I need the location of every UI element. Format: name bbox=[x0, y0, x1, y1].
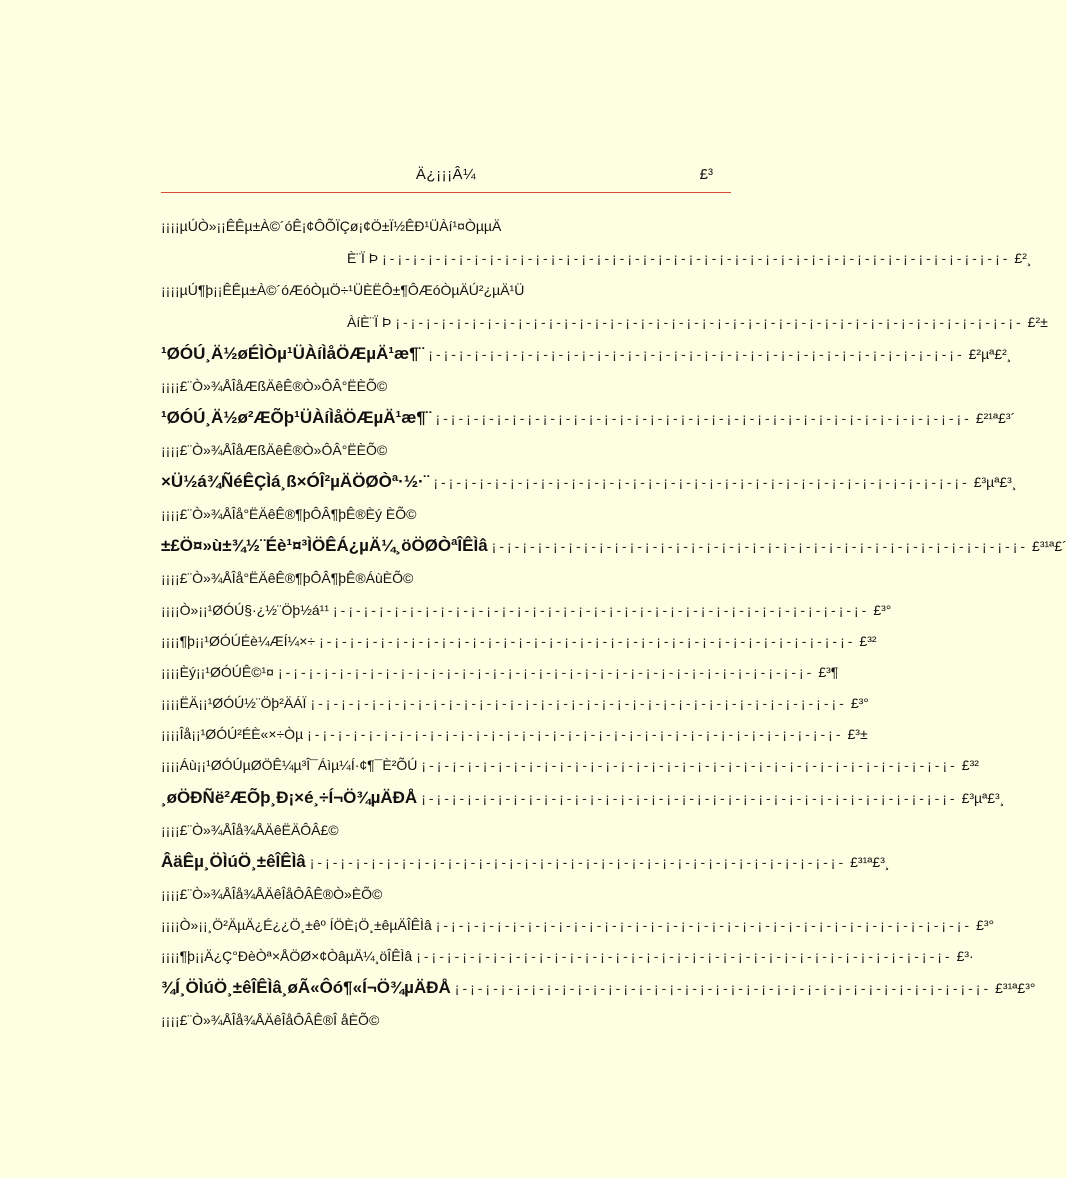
toc-entry bbox=[161, 408, 1016, 428]
page-header bbox=[161, 162, 731, 193]
toc-entry-page: £²µª£²¸ bbox=[968, 346, 1012, 362]
header-page-number: £³ bbox=[699, 166, 713, 183]
toc-entry-text: ±£Ö¤»ù±¾½¨Éè¹¤³ÌÖÊÁ¿µÄ¼¸öÖØÒªÎÊÌâ bbox=[161, 536, 488, 555]
toc-entry-page: £³° bbox=[873, 602, 892, 618]
toc-entry-page: £³¶ bbox=[818, 664, 839, 680]
toc-entry-page: £³µª£³¸ bbox=[961, 790, 1005, 806]
toc-leader: ¡-¡-¡-¡-¡-¡-¡-¡-¡-¡-¡-¡-¡-¡-¡-¡-¡-¡-¡-¡-¡-¡-¡-¡-¡-¡-¡-¡-¡-¡-¡-¡-¡-¡-¡- bbox=[435, 410, 972, 426]
toc-entry bbox=[161, 472, 1017, 492]
toc-entry bbox=[161, 344, 1012, 364]
toc-leader: ¡-¡-¡-¡-¡-¡-¡-¡-¡-¡-¡-¡-¡-¡-¡-¡-¡-¡-¡-¡-¡-¡-¡-¡-¡-¡-¡-¡-¡-¡-¡-¡-¡-¡-¡- bbox=[421, 757, 958, 773]
toc-entry-text: ¸øÖÐÑë²ÆÕþ¸Ð¡×é¸÷Í¬Ö¾µÄÐÅ bbox=[161, 788, 418, 807]
toc-entry-text: ¹ØÓÚ¸Ä½øÉÌÒµ¹ÜÀíÌåÖÆµÄ¹æ¶¨ bbox=[161, 344, 425, 363]
toc-entry-text: È¨Ï Þ bbox=[347, 250, 379, 266]
toc-entry-text: ¹ØÓÚ¸Ä½ø²ÆÕþ¹ÜÀíÌåÖÆµÄ¹æ¶¨ bbox=[161, 408, 432, 427]
toc-entry bbox=[161, 378, 738, 394]
toc-entry bbox=[161, 788, 1005, 808]
toc-entry bbox=[161, 978, 1036, 998]
toc-entry-page: £³¹ª£³¸ bbox=[850, 854, 890, 870]
toc-entry-text: ¡¡¡¡Îå¡¡¹ØÓÚ²ÉÈ«×÷Òµ bbox=[161, 726, 304, 742]
toc-entry bbox=[161, 948, 974, 964]
toc-entry bbox=[161, 917, 995, 933]
toc-entry bbox=[161, 822, 738, 838]
toc-leader: ¡-¡-¡-¡-¡-¡-¡-¡-¡-¡-¡-¡-¡-¡-¡-¡-¡-¡-¡-¡-¡-¡-¡-¡-¡-¡-¡-¡-¡-¡-¡-¡-¡-¡-¡- bbox=[309, 854, 847, 870]
toc-entry bbox=[161, 218, 738, 234]
toc-entry-text: ¡¡¡¡£¨Ò»¾ÅÎå¾ÅÄêËÄÔÂ£© bbox=[161, 822, 339, 838]
toc-entry-page: £³± bbox=[847, 726, 868, 742]
toc-entry-page: £³² bbox=[859, 633, 877, 649]
toc-entry-text: ¡¡¡¡£¨Ò»¾ÅÎå¾ÅÄêÎåÔÂÊ®Ò»ÈÕ© bbox=[161, 886, 383, 902]
toc-leader: ¡-¡-¡-¡-¡-¡-¡-¡-¡-¡-¡-¡-¡-¡-¡-¡-¡-¡-¡-¡-¡-¡-¡-¡-¡-¡-¡-¡-¡-¡-¡-¡-¡-¡-¡- bbox=[433, 474, 970, 490]
toc-entry bbox=[161, 852, 890, 872]
toc-entry-text: ¡¡¡¡Ò»¡¡¸Ö²ÄµÄ¿É¿¿Ö¸±êº ÍÖÈ¡Ö¸±êµÄÎÊÌâ bbox=[161, 917, 432, 933]
toc-entry bbox=[161, 886, 738, 902]
toc-entry bbox=[161, 570, 738, 586]
toc-leader: ¡-¡-¡-¡-¡-¡-¡-¡-¡-¡-¡-¡-¡-¡-¡-¡-¡-¡-¡-¡-¡-¡-¡-¡-¡-¡-¡-¡-¡-¡-¡-¡-¡-¡-¡- bbox=[416, 948, 953, 964]
toc-entry-page: £³° bbox=[976, 917, 995, 933]
toc-leader: ¡-¡-¡-¡-¡-¡-¡-¡-¡-¡-¡-¡-¡-¡-¡-¡-¡-¡-¡-¡-¡-¡-¡-¡-¡-¡-¡-¡-¡-¡-¡-¡-¡-¡-¡- bbox=[310, 695, 847, 711]
toc-entry bbox=[161, 282, 738, 298]
toc-leader: ¡-¡-¡-¡-¡-¡-¡-¡-¡-¡-¡-¡-¡-¡-¡-¡-¡-¡-¡-¡-¡-¡-¡-¡-¡-¡-¡-¡-¡-¡-¡-¡-¡-¡-¡- bbox=[454, 980, 992, 996]
toc-entry-text: ¡¡¡¡ËÄ¡¡¹ØÓÚ½¨Öþ²ÄÁÏ bbox=[161, 695, 307, 711]
toc-entry-page: £²¹ª£³´ bbox=[975, 410, 1016, 426]
toc-entry-text: ¡¡¡¡£¨Ò»¾ÅÎå°ËÄêÊ®¶þÔÂ¶þÊ®Èý ÈÕ© bbox=[161, 506, 417, 522]
toc-entry-text: ÂäÊµ¸ÖÌúÖ¸±êÎÊÌâ bbox=[161, 852, 306, 871]
toc-entry-page: £³µª£³¸ bbox=[973, 474, 1017, 490]
toc-entry-page: £²± bbox=[1027, 314, 1048, 330]
toc-leader: ¡-¡-¡-¡-¡-¡-¡-¡-¡-¡-¡-¡-¡-¡-¡-¡-¡-¡-¡-¡-¡-¡-¡-¡-¡-¡-¡-¡-¡-¡-¡-¡-¡-¡-¡- bbox=[491, 538, 1029, 554]
toc-entry-page: £²¸ bbox=[1014, 250, 1032, 266]
toc-entry-text: ¡¡¡¡£¨Ò»¾ÅÎåÆßÄêÊ®Ò»ÔÂ°ËÈÕ© bbox=[161, 442, 388, 458]
toc-entry bbox=[161, 506, 738, 522]
toc-entry-text: ×Ü½á¾ÑéÊÇÌá¸ß×ÓÎ²µÄÖØÒª·½·¨ bbox=[161, 472, 430, 491]
toc-entry-text: ¡¡¡¡Áù¡¡¹ØÓÚµØÖÊ¼µ³Î¯Áìµ¼Í·¢¶¯È²ÕÚ bbox=[161, 757, 418, 773]
toc-leader: ¡-¡-¡-¡-¡-¡-¡-¡-¡-¡-¡-¡-¡-¡-¡-¡-¡-¡-¡-¡-¡-¡-¡-¡-¡-¡-¡-¡-¡-¡-¡-¡-¡-¡-¡-¡-¡-¡-¡-¡-¡- bbox=[382, 250, 1011, 266]
toc-entry-text: ¡¡¡¡£¨Ò»¾ÅÎåÆßÄêÊ®Ò»ÔÂ°ËÈÕ© bbox=[161, 378, 388, 394]
toc-entry bbox=[161, 442, 738, 458]
toc-leader: ¡-¡-¡-¡-¡-¡-¡-¡-¡-¡-¡-¡-¡-¡-¡-¡-¡-¡-¡-¡-¡-¡-¡-¡-¡-¡-¡-¡-¡-¡-¡-¡-¡-¡-¡- bbox=[307, 726, 844, 742]
toc-entry-text: ¡¡¡¡Èý¡¡¹ØÓÚÊ©¹¤ bbox=[161, 664, 274, 680]
header-title: Ä¿¡¡¡Â¼ bbox=[415, 166, 477, 183]
toc-entry bbox=[161, 536, 1067, 556]
toc-entry bbox=[161, 726, 868, 742]
toc-entry-page: £³· bbox=[956, 948, 974, 964]
toc-entry bbox=[254, 314, 1048, 330]
toc-entry bbox=[161, 633, 877, 649]
toc-entry-page: £³¹ª£´ bbox=[1032, 538, 1067, 554]
toc-entry-text: ¾Í¸ÖÌúÖ¸±êÎÊÌâ¸øÃ«Ôó¶«Í¬Ö¾µÄÐÅ bbox=[161, 978, 451, 997]
toc-entry-page: £³¹ª£³° bbox=[995, 980, 1036, 996]
toc-entry-text: ¡¡¡¡£¨Ò»¾ÅÎå°ËÄêÊ®¶þÔÂ¶þÊ®ÁùÈÕ© bbox=[161, 570, 414, 586]
toc-leader: ¡-¡-¡-¡-¡-¡-¡-¡-¡-¡-¡-¡-¡-¡-¡-¡-¡-¡-¡-¡-¡-¡-¡-¡-¡-¡-¡-¡-¡-¡-¡-¡-¡-¡-¡- bbox=[319, 633, 856, 649]
toc-entry-text: ¡¡¡¡Ò»¡¡¹ØÓÚ§·¿½¨Öþ½á¹¹ bbox=[161, 602, 329, 618]
toc-entry-text: ¡¡¡¡µÚ¶þ¡¡ÊÊµ±À©´óÆóÒµÖ÷¹ÜÈËÔ±¶ÔÆóÒµÄÚ²¿µÄ¹Ü bbox=[161, 282, 525, 298]
toc-entry-page: £³° bbox=[850, 695, 869, 711]
toc-entry-text: ¡¡¡¡£¨Ò»¾ÅÎå¾ÅÄêÎåÔÂÊ®Î åÈÕ© bbox=[161, 1012, 380, 1028]
toc-entry-text: ¡¡¡¡¶þ¡¡Ä¿Ç°ÐèÒª×ÅÖØ×¢ÒâµÄ¼¸öÎÊÌâ bbox=[161, 948, 413, 964]
toc-leader: ¡-¡-¡-¡-¡-¡-¡-¡-¡-¡-¡-¡-¡-¡-¡-¡-¡-¡-¡-¡-¡-¡-¡-¡-¡-¡-¡-¡-¡-¡-¡-¡-¡-¡-¡- bbox=[333, 602, 870, 618]
toc-entry-text: ¡¡¡¡¶þ¡¡¹ØÓÚÉè¼ÆÍ¼×÷ bbox=[161, 633, 316, 649]
toc-entry bbox=[161, 695, 869, 711]
toc-leader: ¡-¡-¡-¡-¡-¡-¡-¡-¡-¡-¡-¡-¡-¡-¡-¡-¡-¡-¡-¡-¡-¡-¡-¡-¡-¡-¡-¡-¡-¡-¡-¡-¡-¡-¡- bbox=[428, 346, 965, 362]
toc-entry bbox=[254, 250, 1032, 266]
toc-entry-text: ¡¡¡¡µÚÒ»¡¡ÊÊµ±À©´óÊ¡¢ÔÕÏÇø¡¢Ö±Ï½ÊÐ¹ÜÀí¹¤ÒµµÄ bbox=[161, 218, 502, 234]
toc-entry bbox=[161, 757, 979, 773]
toc-leader: ¡-¡-¡-¡-¡-¡-¡-¡-¡-¡-¡-¡-¡-¡-¡-¡-¡-¡-¡-¡-¡-¡-¡-¡-¡-¡-¡-¡-¡-¡-¡-¡-¡-¡-¡- bbox=[435, 917, 973, 933]
toc-entry bbox=[161, 664, 839, 680]
toc-entry bbox=[161, 1012, 738, 1028]
toc-entry bbox=[161, 602, 892, 618]
toc-leader: ¡-¡-¡-¡-¡-¡-¡-¡-¡-¡-¡-¡-¡-¡-¡-¡-¡-¡-¡-¡-¡-¡-¡-¡-¡-¡-¡-¡-¡-¡-¡-¡-¡-¡-¡- bbox=[277, 664, 815, 680]
toc-leader: ¡-¡-¡-¡-¡-¡-¡-¡-¡-¡-¡-¡-¡-¡-¡-¡-¡-¡-¡-¡-¡-¡-¡-¡-¡-¡-¡-¡-¡-¡-¡-¡-¡-¡-¡-¡-¡-¡-¡-¡-¡- bbox=[395, 314, 1024, 330]
toc-leader: ¡-¡-¡-¡-¡-¡-¡-¡-¡-¡-¡-¡-¡-¡-¡-¡-¡-¡-¡-¡-¡-¡-¡-¡-¡-¡-¡-¡-¡-¡-¡-¡-¡-¡-¡- bbox=[421, 790, 958, 806]
toc-entry-page: £³² bbox=[961, 757, 979, 773]
toc-entry-text: ÀíÈ¨Ï Þ bbox=[347, 314, 392, 330]
